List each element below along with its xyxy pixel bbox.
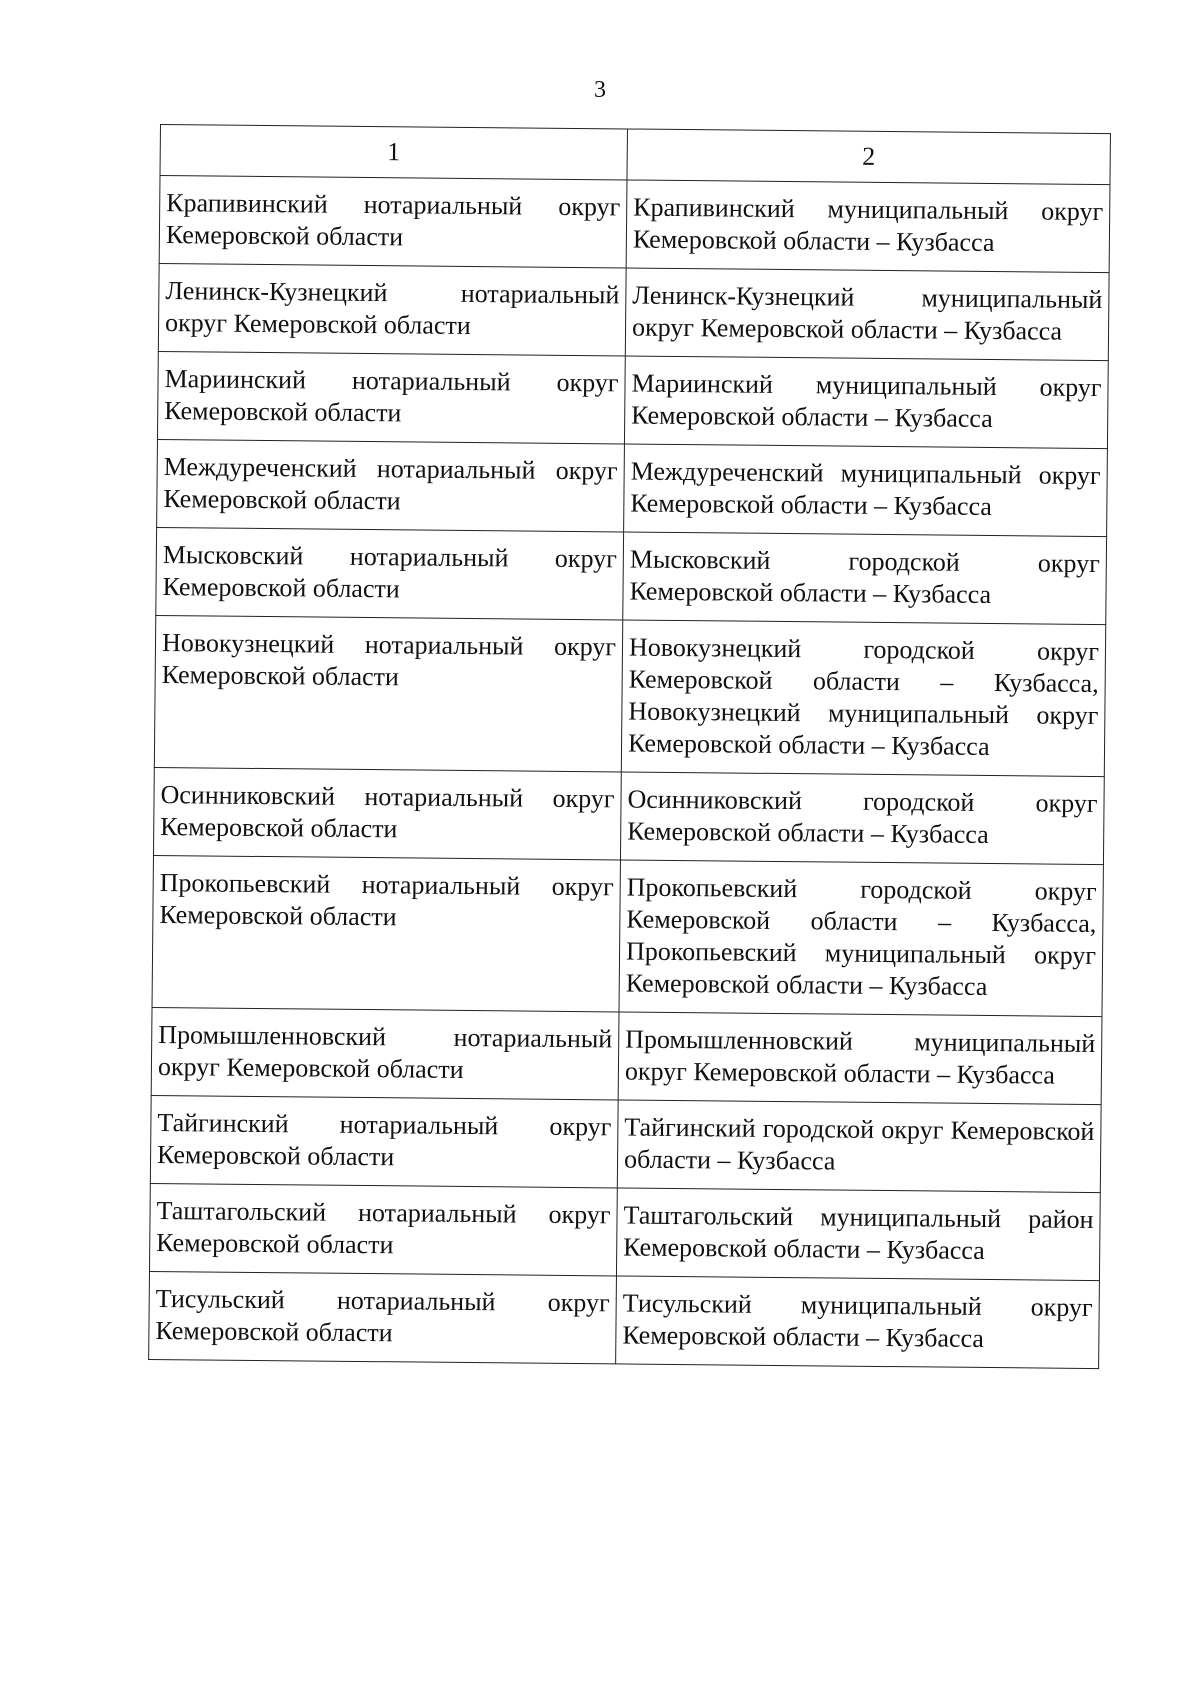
municipal-entity-cell: Осинниковский городской округ Кемеровской области – Кузбасса [620,772,1104,865]
municipal-entity-cell: Прокопьевский городской округ Кемеровской области – Кузбасса, Прокопьевский муниципальный округ Кемеровской области – Кузбасса [619,860,1103,1017]
municipal-entity-cell: Тайгинский городской округ Кемеровской области – Кузбасса [617,1100,1101,1193]
table-row [153,767,1104,864]
districts-table [148,124,1111,1369]
notary-district-cell: Мысковский нотариальный округ Кемеровской области [156,527,624,619]
notary-district-cell: Междуреченский нотариальный округ Кемеровской области [157,439,625,531]
municipal-entity-cell: Тисульский муниципальный округ Кемеровской области – Кузбасса [616,1276,1100,1369]
notary-district-cell: Тайгинский нотариальный округ Кемеровской области [150,1095,618,1187]
table-row [157,439,1108,536]
table-row [149,1183,1100,1280]
table-row [149,1271,1100,1368]
table-row [152,855,1103,1016]
table-header-row [160,125,1110,185]
notary-district-cell: Таштагольский нотариальный округ Кемеровской области [149,1183,617,1275]
municipal-entity-cell: Ленинск-Кузнецкий муниципальный округ Кемеровской области – Кузбасса [625,268,1109,361]
notary-district-cell: Новокузнецкий нотариальный округ Кемеровской области [154,615,622,771]
table-row [157,351,1108,448]
municipal-entity-cell: Междуреченский муниципальный округ Кемеровской области – Кузбасса [624,444,1108,537]
notary-district-cell: Прокопьевский нотариальный округ Кемеровской области [152,855,620,1011]
column-header: 2 [627,129,1110,185]
column-header: 1 [160,125,627,180]
notary-district-cell: Ленинск-Кузнецкий нотариальный округ Кемеровской области [158,263,626,355]
notary-district-cell: Крапивинский нотариальный округ Кемеровской области [159,176,627,268]
table-row [156,527,1107,624]
municipal-entity-cell: Крапивинский муниципальный округ Кемеровской области – Кузбасса [626,180,1110,273]
page-number: 3 [594,77,606,103]
municipal-entity-cell: Промышленновский муниципальный округ Кемеровской области – Кузбасса [618,1012,1102,1105]
notary-district-cell: Мариинский нотариальный округ Кемеровской области [157,351,625,443]
municipal-entity-cell: Новокузнецкий городской округ Кемеровской области – Кузбасса, Новокузнецкий муниципальный округ Кемеровской области – Кузбасса [621,620,1105,777]
municipal-entity-cell: Таштагольский муниципальный район Кемеровской области – Кузбасса [616,1188,1100,1281]
table-row [151,1007,1102,1104]
table-row [150,1095,1101,1192]
table-row [154,615,1105,776]
notary-district-cell: Осинниковский нотариальный округ Кемеровской области [153,767,621,859]
municipal-entity-cell: Мысковский городской округ Кемеровской области – Кузбасса [623,532,1107,625]
table-row [158,263,1109,360]
notary-district-cell: Промышленновский нотариальный округ Кемеровской области [151,1007,619,1099]
municipal-entity-cell: Мариинский муниципальный округ Кемеровской области – Кузбасса [624,356,1108,449]
table-row [159,176,1110,273]
notary-district-cell: Тисульский нотариальный округ Кемеровской области [149,1271,617,1363]
